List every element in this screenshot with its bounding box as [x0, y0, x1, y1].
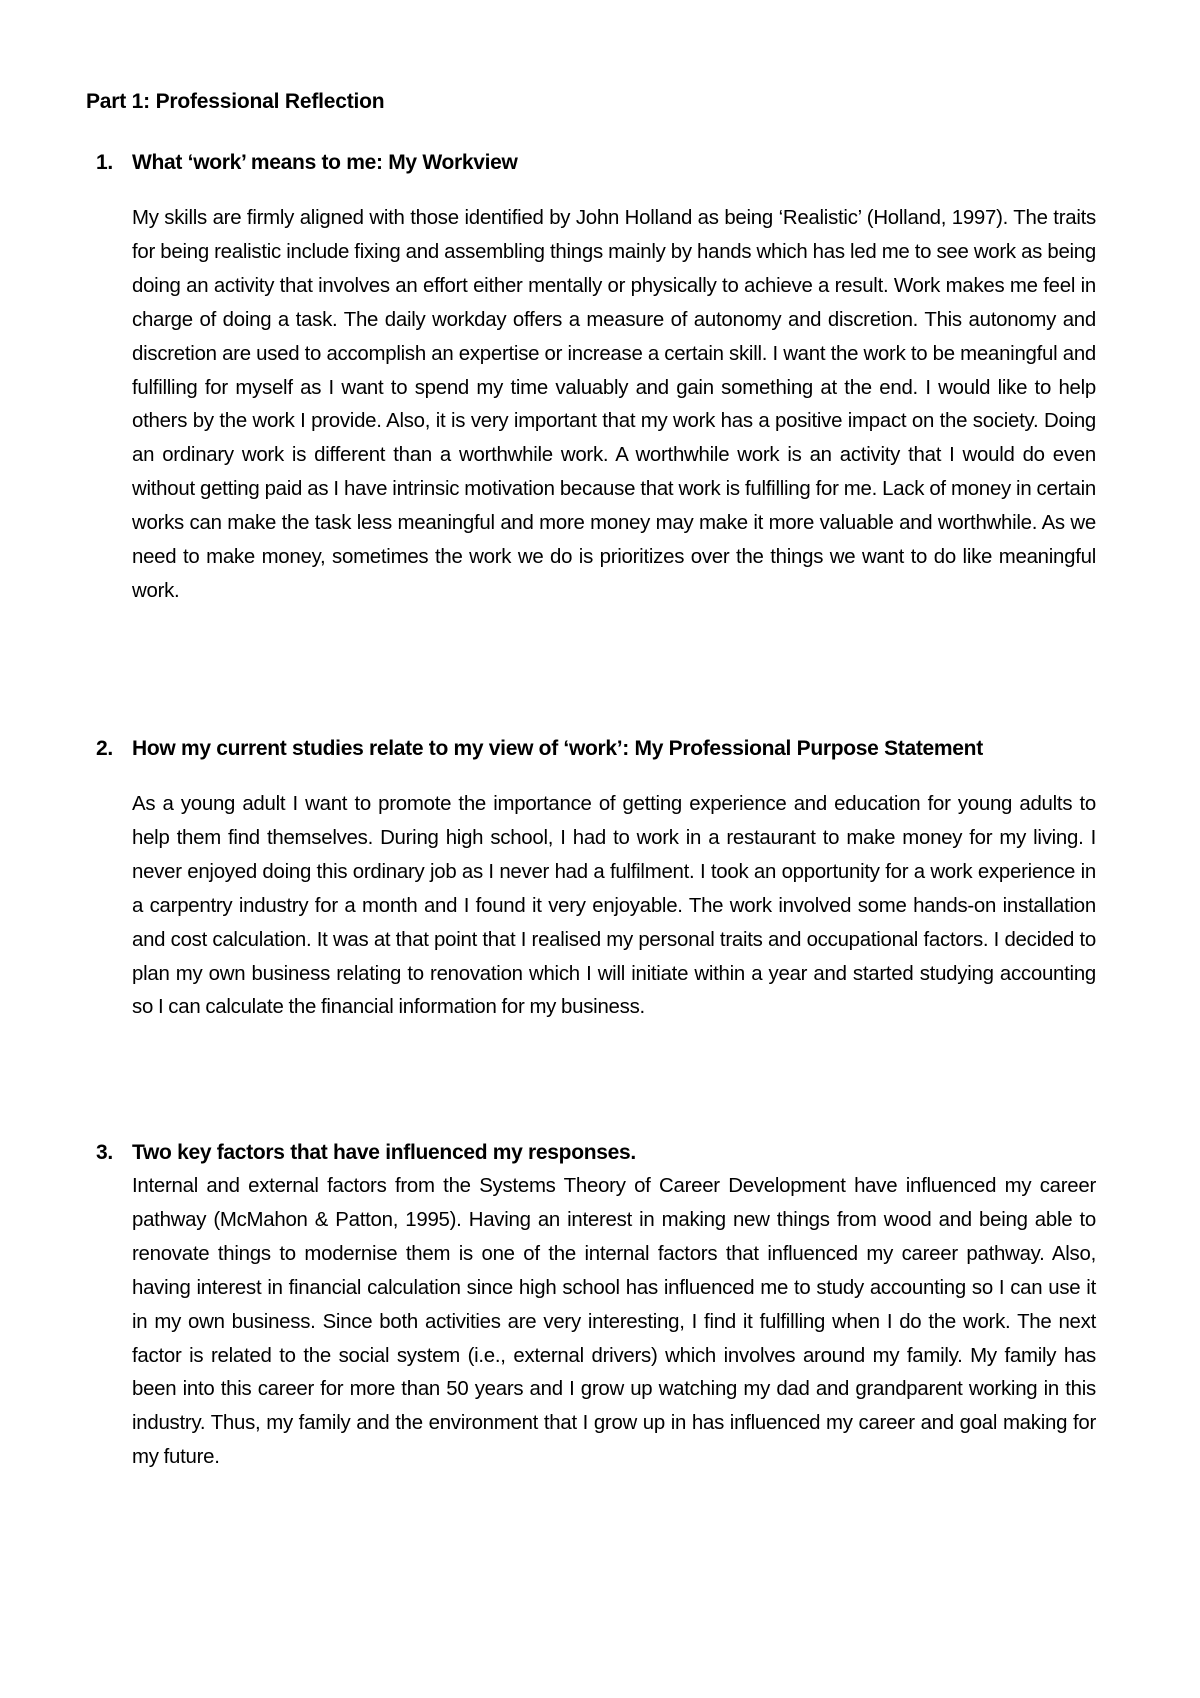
- section-heading: [86, 148, 1096, 178]
- section-number: 3.: [96, 1141, 113, 1164]
- section-body: Internal and external factors from the Systems Theory of Career Development have influenced my career pathway (McMahon & Patton, 1995). Having an interest in making new things from wood and being able to renovate things to modernise them is one of the internal factors that influenced my career pathway. Also, having interest in financial calculation since high school has influenced me to study accounting so I can use it in my own business. Since both activities are very interesting, I find it fulfilling when I do the work. The next factor is related to the social system (i.e., external drivers) which involves around my family. My family has been into this career for more than 50 years and I grow up watching my dad and grandparent working in this industry. Thus, my family and the environment that I grow up in has influenced my career and goal making for my future.: [132, 1175, 1096, 1469]
- section-title: How my current studies relate to my view of ‘work’: My Professional Purpose Statement: [132, 737, 983, 760]
- section-heading: [86, 1138, 1096, 1168]
- part-title: Part 1: Professional Reflection: [86, 90, 385, 113]
- section-workview: [86, 148, 1096, 609]
- section-body: My skills are firmly aligned with those identified by John Holland as being ‘Realistic’ (Holland, 1997). The traits for being realistic include fixing and assembling things mainly by hands which has led me to see work as being doing an activity that involves an effort either mentally or physically to achieve a result. Work makes me feel in charge of doing a task. The daily workday offers a measure of autonomy and discretion. This autonomy and discretion are used to accomplish an expertise or increase a certain skill. I want the work to be meaningful and fulfilling for myself as I want to spend my time valuably and gain something at the end. I would like to help others by the work I provide. Also, it is very important that my work has a positive impact on the society. Doing an ordinary work is different than a worthwhile work. A worthwhile work is an activity that I would do even without getting paid as I have intrinsic motivation because that work is fulfilling for me. Lack of money in certain works can make the task less meaningful and more money may make it more valuable and worthwhile. As we need to make money, sometimes the work we do is prioritizes over the things we want to do like meaningful work.: [132, 207, 1096, 602]
- section-body: As a young adult I want to promote the importance of getting experience and education for young adults to help them find themselves. During high school, I had to work in a restaurant to make money for my living. I never enjoyed doing this ordinary job as I never had a fulfilment. I took an opportunity for a work experience in a carpentry industry for a month and I found it very enjoyable. The work involved some hands-on installation and cost calculation. It was at that point that I realised my personal traits and occupational factors. I decided to plan my own business relating to renovation which I will initiate within a year and started studying accounting so I can calculate the financial information for my business.: [132, 793, 1096, 1019]
- section-title: Two key factors that have influenced my responses.: [132, 1141, 636, 1164]
- section-number: 2.: [96, 737, 113, 760]
- section-heading: [86, 734, 1096, 764]
- section-title: What ‘work’ means to me: My Workview: [132, 151, 518, 174]
- section-key-factors: [86, 1138, 1096, 1475]
- section-number: 1.: [96, 151, 113, 174]
- section-purpose-statement: [86, 734, 1096, 1025]
